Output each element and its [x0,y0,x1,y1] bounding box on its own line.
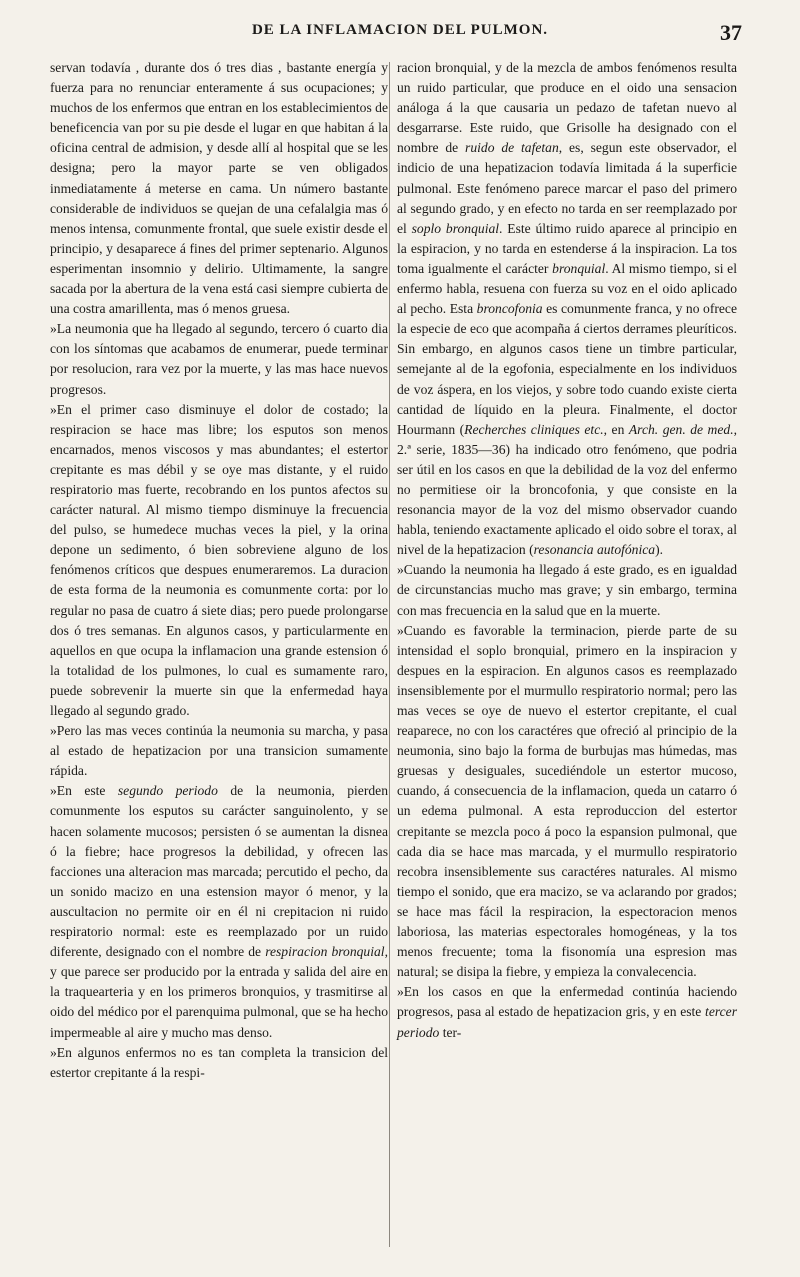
paragraph: »Cuando es favorable la terminacion, pierde parte de su intensidad el soplo bronquial, primero en la inspiracion y despues en la espiracion. En algunos casos es reemplazado insensiblemente por el murmullo respiratorio normal; pero las mas veces se oye de nuevo el estertor crepitante, el cual reaparece, no con los caractéres que ofreció al principio de la neumonia, sino bajo la forma de burbujas mas húmedas, mas gruesas y desiguales, sucediéndole un estertor mucoso, cuando, á consecuencia de la inflamacion, queda un catarro ó un edema pulmonal. A esta reproduccion del estertor crepitante se mezcla poco á poco la espansion pulmonal, que cada dia se hace mas marcada, y el murmullo respiratorio recobra insensiblemente sus caractéres naturales. Al mismo tiempo el sonido, que era macizo, se va aclarando por grados; se hace mas fácil la respiracion, la espectoracion menos laboriosa, las materias espectorales homogéneas, y la tos menos frecuente; toma la fisonomía una espresion mas natural; se disipa la fiebre, y empieza la convalecencia. [397,622,737,980]
paragraph: racion bronquial, y de la mezcla de ambos fenómenos resulta un ruido particular, que produce en el oido una sensacion análoga á la que causaria un pedazo de tafetan nuevo al desgarrarse. Este ruido, que Grisolle ha designado con el nombre de ruido de tafetan, es, segun este observador, el indicio de una hepatizacion todavía limitada á la superficie pulmonal. Este fenómeno parece marcar el paso del primero al segundo grado, y en efecto no tarda en ser reemplazado por el soplo bronquial. Este último ruido aparece al principio en la espiracion, y no tarda en estenderse á la inspiracion. La tos toma igualmente el carácter bronquial. Al mismo tiempo, si el enfermo habla, resuena con fuerza su voz en el oido aplicado al pecho. Esta broncofonia es comunmente franca, y no ofrece la especie de eco que acompaña á ciertos derrames pleuríticos. Sin embargo, en algunos casos tiene un timbre particular, semejante al de la egofonia, especialmente en los individuos de voz áspera, en los viejos, y sobre todo cuando existe cierta cantidad de líquido en la pleura. Finalmente, el doctor Hourmann (Recherches cliniques etc., en Arch. gen. de med., 2.ª serie, 1835—36) ha indicado otro fenómeno, que podria ser útil en los casos en que la debilidad de la voz del enfermo no permitiese oir la broncofonia, y que consiste en la resonancia mayor de la voz del mismo observador cuando habla, teniendo exactamente aplicado el oido sobre el torax, al nivel de la hepatizacion (resonancia autofónica). [397,60,738,558]
paragraph: »Pero las mas veces continúa la neumonia su marcha, y pasa al estado de hepatizacion por una transicion sumamente rápida. [50,723,388,779]
left-column [50,58,388,1083]
paragraph: »En el primer caso disminuye el dolor de costado; la respiracion se hace mas libre; los esputos son menos encarnados, menos viscosos y mas abundantes; el estertor crepitante es mas débil y se oye mas distante, y el ruido respiratorio mas fuerte, recobrando en los puntos afectos su carácter natural. Al mismo tiempo disminuye la frecuencia del pulso, se humedece muchas veces la piel, y la orina depone un sedimento, ó bien sobreviene alguno de los fenómenos críticos que despues enumeraremos. La duracion de esta forma de la neumonia es comunmente corta: por lo regular no pasa de cuatro á siete dias; pero puede prolongarse dos ó tres semanas. En algunos casos, y particularmente en aquellos en que ocupa la inflamacion una grande estension ó la totalidad de los pulmones, lo cual es sumamente raro, puede sobrevenir la muerte sin que la enfermedad haya llegado al segundo grado. [50,401,388,718]
paragraph: »En algunos enfermos no es tan completa la transicion del estertor crepitante á la respi- [50,1044,388,1080]
paragraph: »La neumonia que ha llegado al segundo, tercero ó cuarto dia con los síntomas que acabamos de enumerar, puede terminar por resolucion, rara vez por la muerte, y las mas hace nuevos progresos. [50,321,388,397]
paragraph: »En este segundo periodo de la neumonia, pierden comunmente los esputos su carácter sanguinolento, y se hacen solamente mucosos; persisten ó se aumentan la disnea ó la fiebre; hace progresos la debilidad, y ofrecen las facciones una alteracion mas marcada; percutido el pecho, da un sonido macizo en una estension mayor ó menor, y la auscultacion no permite oir en él ni crepitacion ni ruido respiratorio normal: este es reemplazado por un ruido diferente, designado con el nombre de respiracion bronquial, y que parece ser producido por la entrada y salida del aire en la traquearteria y en los primeros bronquios, y trasmitirse al oido del médico por el parenquima pulmonal, que se ha hecho impermeable al aire y mucho mas denso. [50,783,388,1040]
running-title: DE LA INFLAMACION DEL PULMON. [251,22,549,38]
running-head [0,22,800,52]
right-column [397,58,737,1043]
column-divider [389,62,390,1247]
paragraph: »En los casos en que la enfermedad continúa haciendo progresos, pasa al estado de hepatizacion gris, y en este tercer periodo ter- [397,984,737,1040]
paragraph: »Cuando la neumonia ha llegado á este grado, es en igualdad de circunstancias mucho mas grave; y sin embargo, termina con mas frecuencia en la salud que en la muerte. [397,562,737,618]
paragraph: servan todavía , durante dos ó tres dias , bastante energía y fuerza para no renunciar enteramente á sus ocupaciones; y muchos de los enfermos que entran en los establecimientos de beneficencia van por su pie desde el lugar en que habitan á la oficina central de admision, y desde allí al hospital que se les designa; pero la mayor parte se ven obligados inmediatamente á meterse en cama. Un número bastante considerable de individuos se quejan de una cefalalgia mas ó menos intensa, comunmente frontal, que suele existir desde el principio, y desaparece á fines del primer septenario. Algunos esperimentan insomnio y delirio. Ultimamente, la sangre sacada por la abertura de la vena está casi siempre cubierta de una costra amarillenta, mas ó menos gruesa. [50,60,388,317]
page-number: 37 [720,20,742,45]
